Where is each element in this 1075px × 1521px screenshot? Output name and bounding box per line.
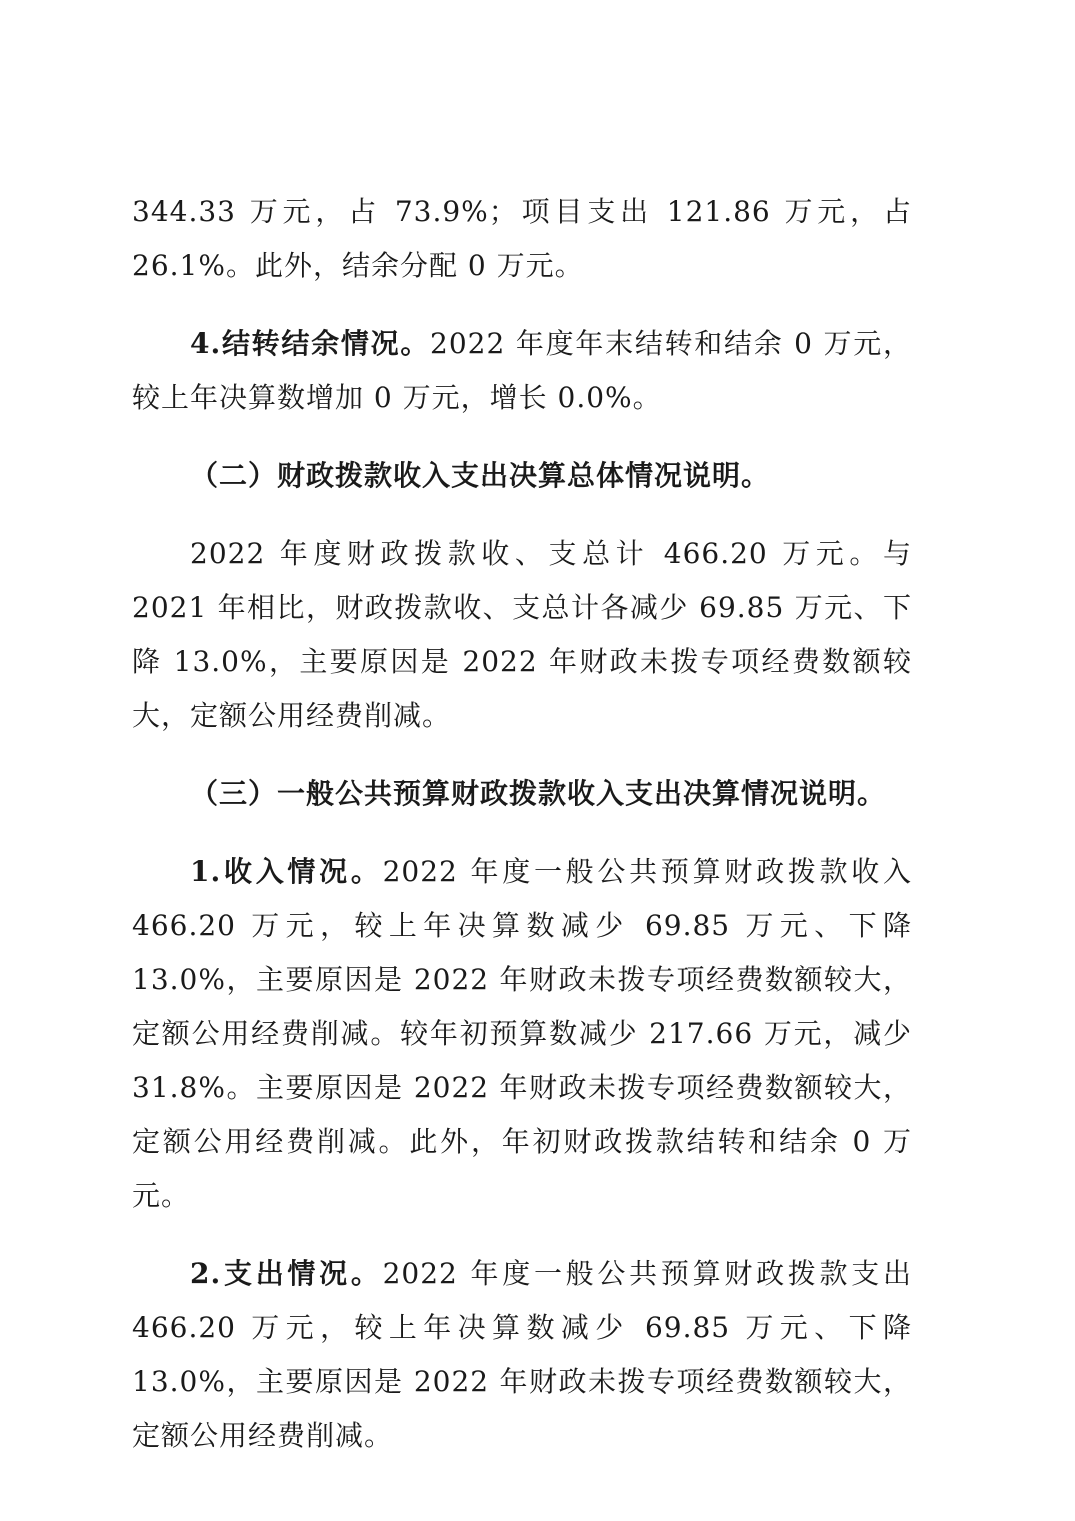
document-page bbox=[132, 185, 912, 1487]
paragraph-lead: 4.结转结余情况。 bbox=[190, 327, 431, 360]
paragraph-text: 2022 年度财政拨款收、支总计 466.20 万元。与 2021 年相比，财政拨款收、支总计各减少 69.85 万元、下降 13.0%，主要原因是 2022 年财政未拨专项经费数额较大，定额公用经费削减。 bbox=[132, 537, 912, 732]
section-heading-general-budget: （三）一般公共预算财政拨款收入支出决算情况说明。 bbox=[190, 777, 887, 810]
paragraph-text: 344.33 万元，占 73.9%；项目支出 121.86 万元，占 26.1%。此外，结余分配 0 万元。 bbox=[132, 195, 912, 282]
paragraph-text: 2022 年度一般公共预算财政拨款支出 466.20 万元，较上年决算数减少 69.85 万元、下降 13.0%，主要原因是 2022 年财政未拨专项经费数额较大，定额公用经费削减。 bbox=[132, 1257, 912, 1452]
paragraph-text: 2022 年度年末结转和结余 0 万元，较上年决算数增加 0 万元，增长 0.0%。 bbox=[132, 327, 912, 414]
section-heading-fiscal-overall: （二）财政拨款收入支出决算总体情况说明。 bbox=[190, 459, 771, 492]
paragraph-carryover-balance bbox=[132, 317, 912, 425]
paragraph-lead: 1.收入情况。 bbox=[190, 855, 383, 888]
paragraph-expenditure-summary bbox=[132, 185, 912, 293]
paragraph-lead: 2.支出情况。 bbox=[190, 1257, 383, 1290]
paragraph-expenditure bbox=[132, 1247, 912, 1463]
paragraph-income bbox=[132, 845, 912, 1223]
paragraph-fiscal-overall bbox=[132, 527, 912, 743]
paragraph-text: 2022 年度一般公共预算财政拨款收入 466.20 万元，较上年决算数减少 69.85 万元、下降 13.0%，主要原因是 2022 年财政未拨专项经费数额较大，定额公用经费削减。较年初预算数减少 217.66 万元，减少 31.8%。主要原因是 2022 年财政未拨专项经费数额较大，定额公用经费削减。此外，年初财政拨款结转和结余 0 万元。 bbox=[132, 855, 912, 1212]
